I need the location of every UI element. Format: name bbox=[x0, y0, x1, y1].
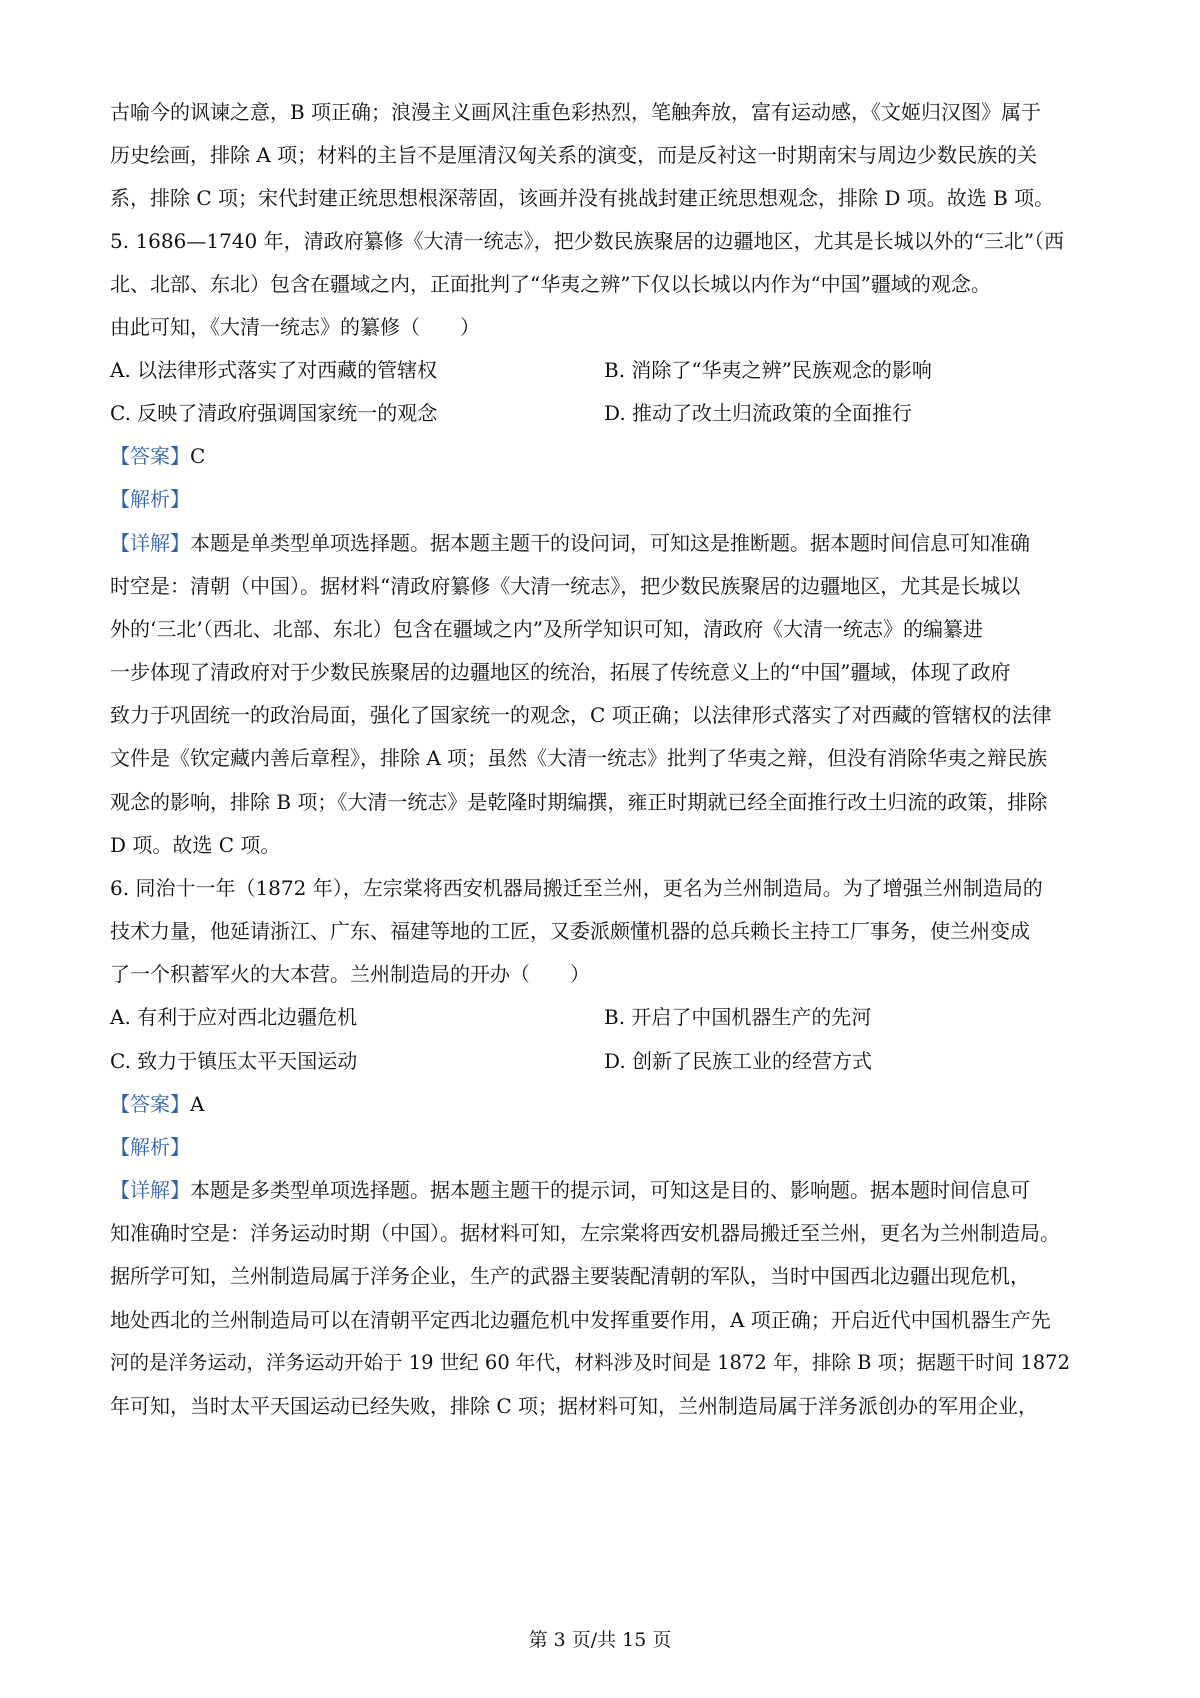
answer-label: 【答案】 bbox=[110, 1092, 190, 1116]
detail-line: 文件是《钦定藏内善后章程》，排除 A 项；虽然《大清一统志》批判了华夷之辩，但没有消除华夷之辩民族 bbox=[110, 746, 1048, 770]
detail-line: D 项。故选 C 项。 bbox=[110, 833, 281, 857]
detail-line bbox=[110, 527, 1090, 559]
analysis-label: 【解析】 bbox=[110, 1135, 190, 1159]
analysis-label: 【解析】 bbox=[110, 487, 190, 511]
option-b: B. 开启了中国机器生产的先河 bbox=[604, 1005, 872, 1029]
detail-line: 河的是洋务运动，洋务运动开始于 19 世纪 60 年代，材料涉及时间是 1872 年，排除 B 项；据题干时间 1872 bbox=[110, 1351, 1070, 1374]
answer-row bbox=[110, 440, 1090, 472]
option-b: B. 消除了“华夷之辨”民族观念的影响 bbox=[604, 358, 932, 382]
question-stem: 了一个积蓄军火的大本营。兰州制造局的开办（ ） bbox=[110, 962, 590, 986]
answer-value: C bbox=[190, 444, 206, 468]
detail-line: 观念的影响，排除 B 项；《大清一统志》是乾隆时期编撰，雍正时期就已经全面推行改土归流的政策，排除 bbox=[110, 790, 1048, 814]
detail-line: 据所学可知，兰州制造局属于洋务企业，生产的武器主要装配清朝的军队，当时中国西北边疆出现危机， bbox=[110, 1264, 1030, 1288]
detail-line bbox=[110, 1174, 1090, 1206]
detail-line: 一步体现了清政府对于少数民族聚居的边疆地区的统治，拓展了传统意义上的“中国”疆域，体现了政府 bbox=[110, 660, 1011, 684]
text-line: 古喻今的讽谏之意，B 项正确；浪漫主义画风注重色彩热烈，笔触奔放，富有运动感，《文姬归汉图》属于 bbox=[110, 100, 1042, 124]
page-number: 第 3 页/共 15 页 bbox=[528, 1629, 672, 1651]
detail-text: 本题是多类型单项选择题。据本题主题干的提示词，可知这是目的、影响题。据本题时间信息可 bbox=[190, 1178, 1030, 1202]
option-c: C. 致力于镇压太平天国运动 bbox=[110, 1049, 358, 1073]
detail-line: 地处西北的兰州制造局可以在清朝平定西北边疆危机中发挥重要作用，A 项正确；开启近代中国机器生产先 bbox=[110, 1308, 1051, 1332]
detail-text: 本题是单类型单项选择题。据本题主题干的设问词，可知这是推断题。据本题时间信息可知准确 bbox=[190, 531, 1030, 555]
detail-line: 知准确时空是：洋务运动时期（中国）。据材料可知，左宗棠将西安机器局搬迁至兰州，更名为兰州制造局。 bbox=[110, 1221, 1060, 1245]
question-stem: 北、北部、东北）包含在疆域之内，正面批判了“华夷之辨”下仅以长城以内作为“中国”疆域的观念。 bbox=[110, 272, 991, 296]
option-d: D. 创新了民族工业的经营方式 bbox=[604, 1049, 873, 1073]
question-stem: 6. 同治十一年（1872 年），左宗棠将西安机器局搬迁至兰州，更名为兰州制造局。为了增强兰州制造局的 bbox=[110, 876, 1043, 900]
text-line: 历史绘画，排除 A 项；材料的主旨不是厘清汉匈关系的演变，而是反衬这一时期南宋与周边少数民族的关 bbox=[110, 143, 1038, 167]
question-stem: 由此可知，《大清一统志》的纂修（ ） bbox=[110, 315, 480, 339]
answer-label: 【答案】 bbox=[110, 444, 190, 468]
text-line: 系，排除 C 项；宋代封建正统思想根深蒂固，该画并没有挑战封建正统思想观念，排除 D 项。故选 B 项。 bbox=[110, 186, 1055, 210]
detail-line: 年可知，当时太平天国运动已经失败，排除 C 项；据材料可知，兰州制造局属于洋务派创办的军用企业， bbox=[110, 1394, 1039, 1418]
detail-line: 致力于巩固统一的政治局面，强化了国家统一的观念，C 项正确；以法律形式落实了对西藏的管辖权的法律 bbox=[110, 703, 1052, 727]
question-stem: 5. 1686—1740 年，清政府纂修《大清一统志》，把少数民族聚居的边疆地区，尤其是长城以外的“三北”（西 bbox=[110, 229, 1065, 253]
detail-line: 外的‘三北’（西北、北部、东北）包含在疆域之内”及所学知识可知，清政府《大清一统志》的编纂进 bbox=[110, 617, 983, 641]
answer-row bbox=[110, 1088, 1090, 1120]
answer-value: A bbox=[190, 1092, 205, 1116]
detail-line: 时空是：清朝（中国）。据材料“清政府纂修《大清一统志》，把少数民族聚居的边疆地区，尤其是长城以 bbox=[110, 574, 1021, 598]
option-c: C. 反映了清政府强调国家统一的观念 bbox=[110, 401, 438, 425]
detail-label: 【详解】 bbox=[110, 531, 190, 555]
option-d: D. 推动了改土归流政策的全面推行 bbox=[604, 401, 913, 425]
option-a: A. 有利于应对西北边疆危机 bbox=[110, 1005, 358, 1029]
option-a: A. 以法律形式落实了对西藏的管辖权 bbox=[110, 358, 438, 382]
detail-label: 【详解】 bbox=[110, 1178, 190, 1202]
question-stem: 技术力量，他延请浙江、广东、福建等地的工匠，又委派颇懂机器的总兵赖长主持工厂事务，使兰州变成 bbox=[110, 919, 1030, 943]
